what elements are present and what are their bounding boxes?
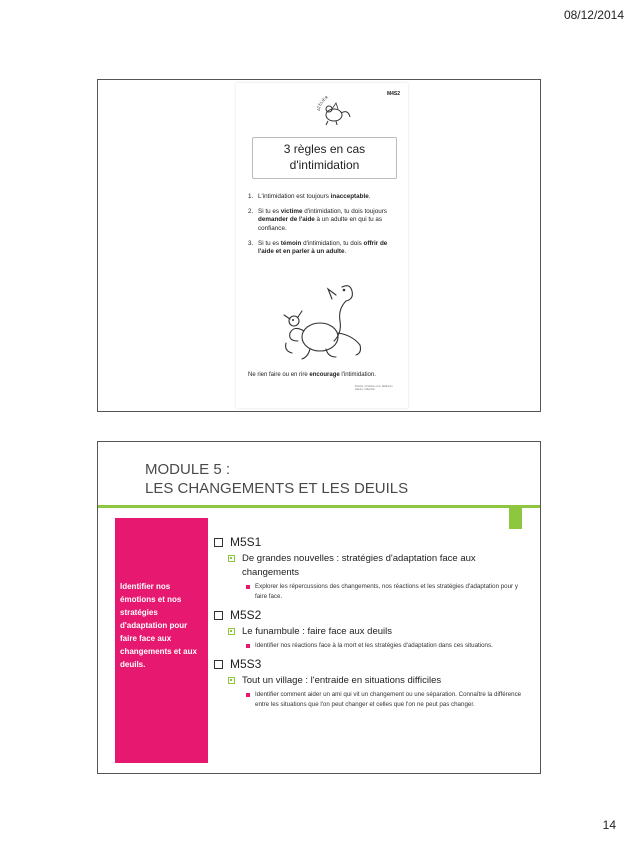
checkbox-bullet-icon <box>214 611 223 620</box>
rule-item <box>248 208 400 233</box>
session-item <box>214 608 529 651</box>
accent-tab <box>509 505 522 529</box>
poster-credit: Dubois, Christine et al. Réflexion Nature, collection <box>355 385 393 391</box>
poster-title <box>252 137 397 179</box>
checkbox-bullet-icon <box>214 538 223 547</box>
slide-1 <box>97 79 541 412</box>
rule-number: 3. <box>248 239 254 247</box>
session-list <box>214 530 529 716</box>
session-subtitle: De grandes nouvelles : stratégies d'adaptation face aux changements <box>228 552 529 580</box>
pink-bullet-icon <box>246 644 250 648</box>
rule-item <box>248 193 400 201</box>
rule-item <box>248 240 400 256</box>
square-bullet-icon <box>228 628 235 635</box>
session-detail: Identifier nos réactions face à la mort et les stratégies d'adaptation dans ces situations. <box>246 641 529 651</box>
session-item <box>214 535 529 602</box>
pink-bullet-icon <box>246 693 250 697</box>
title-divider <box>98 505 540 508</box>
session-code: M5S1 <box>214 535 529 549</box>
session-detail: Identifier comment aider un ami qui vit un changement ou une séparation. Connaître la différence entre les situations que l'on peut changer et celles que l'on ne peut pas changer. <box>246 690 529 710</box>
rule-text: L'intimidation est toujours inacceptable. <box>258 193 371 200</box>
checkbox-bullet-icon <box>214 660 223 669</box>
page-number: 14 <box>602 818 616 832</box>
slide-title-line2: LES CHANGEMENTS ET LES DEUILS <box>145 480 409 497</box>
square-bullet-icon <box>228 555 235 562</box>
session-code: M5S3 <box>214 657 529 671</box>
slide-2 <box>97 441 541 774</box>
rule-number: 2. <box>248 208 254 216</box>
session-subtitle: Tout un village : l'entraide en situations difficiles <box>228 674 529 688</box>
pink-bullet-icon <box>246 585 250 589</box>
intimidation-poster <box>236 83 408 408</box>
dragon-logo-icon <box>314 89 354 129</box>
session-item <box>214 657 529 710</box>
session-detail: Explorer les répercussions des changements, nos réactions et les stratégies d'adaptation pour y faire face. <box>246 582 529 602</box>
poster-rules-list <box>248 193 400 263</box>
session-subtitle: Le funambule : faire face aux deuils <box>228 625 529 639</box>
square-bullet-icon <box>228 677 235 684</box>
rule-text: Si tu es victime d'intimidation, tu dois toujours demander de l'aide à un adulte en qui tu as confiance. <box>258 208 387 232</box>
slide-title <box>145 460 408 498</box>
svg-text:ATELIER: ATELIER <box>315 94 329 112</box>
session-code: M5S2 <box>214 608 529 622</box>
page-date: 08/12/2014 <box>563 8 624 22</box>
objective-sidebar: Identifier nos émotions et nos stratégies d'adaptation pour faire face aux changements et aux deuils. <box>115 518 208 763</box>
poster-footer-text: Ne rien faire ou en rire encourage l'intimidation. <box>248 372 376 378</box>
poster-title-line2: d'intimidation <box>289 158 360 172</box>
poster-title-line1: 3 règles en cas <box>283 142 366 156</box>
rule-text: Si tu es témoin d'intimidation, tu dois offrir de l'aide et en parler à un adulte. <box>258 239 388 256</box>
rule-number: 1. <box>248 193 254 200</box>
slide-title-line1: MODULE 5 : <box>145 461 231 478</box>
poster-code: M4S2 <box>386 91 400 97</box>
dragon-illustration <box>280 281 370 363</box>
